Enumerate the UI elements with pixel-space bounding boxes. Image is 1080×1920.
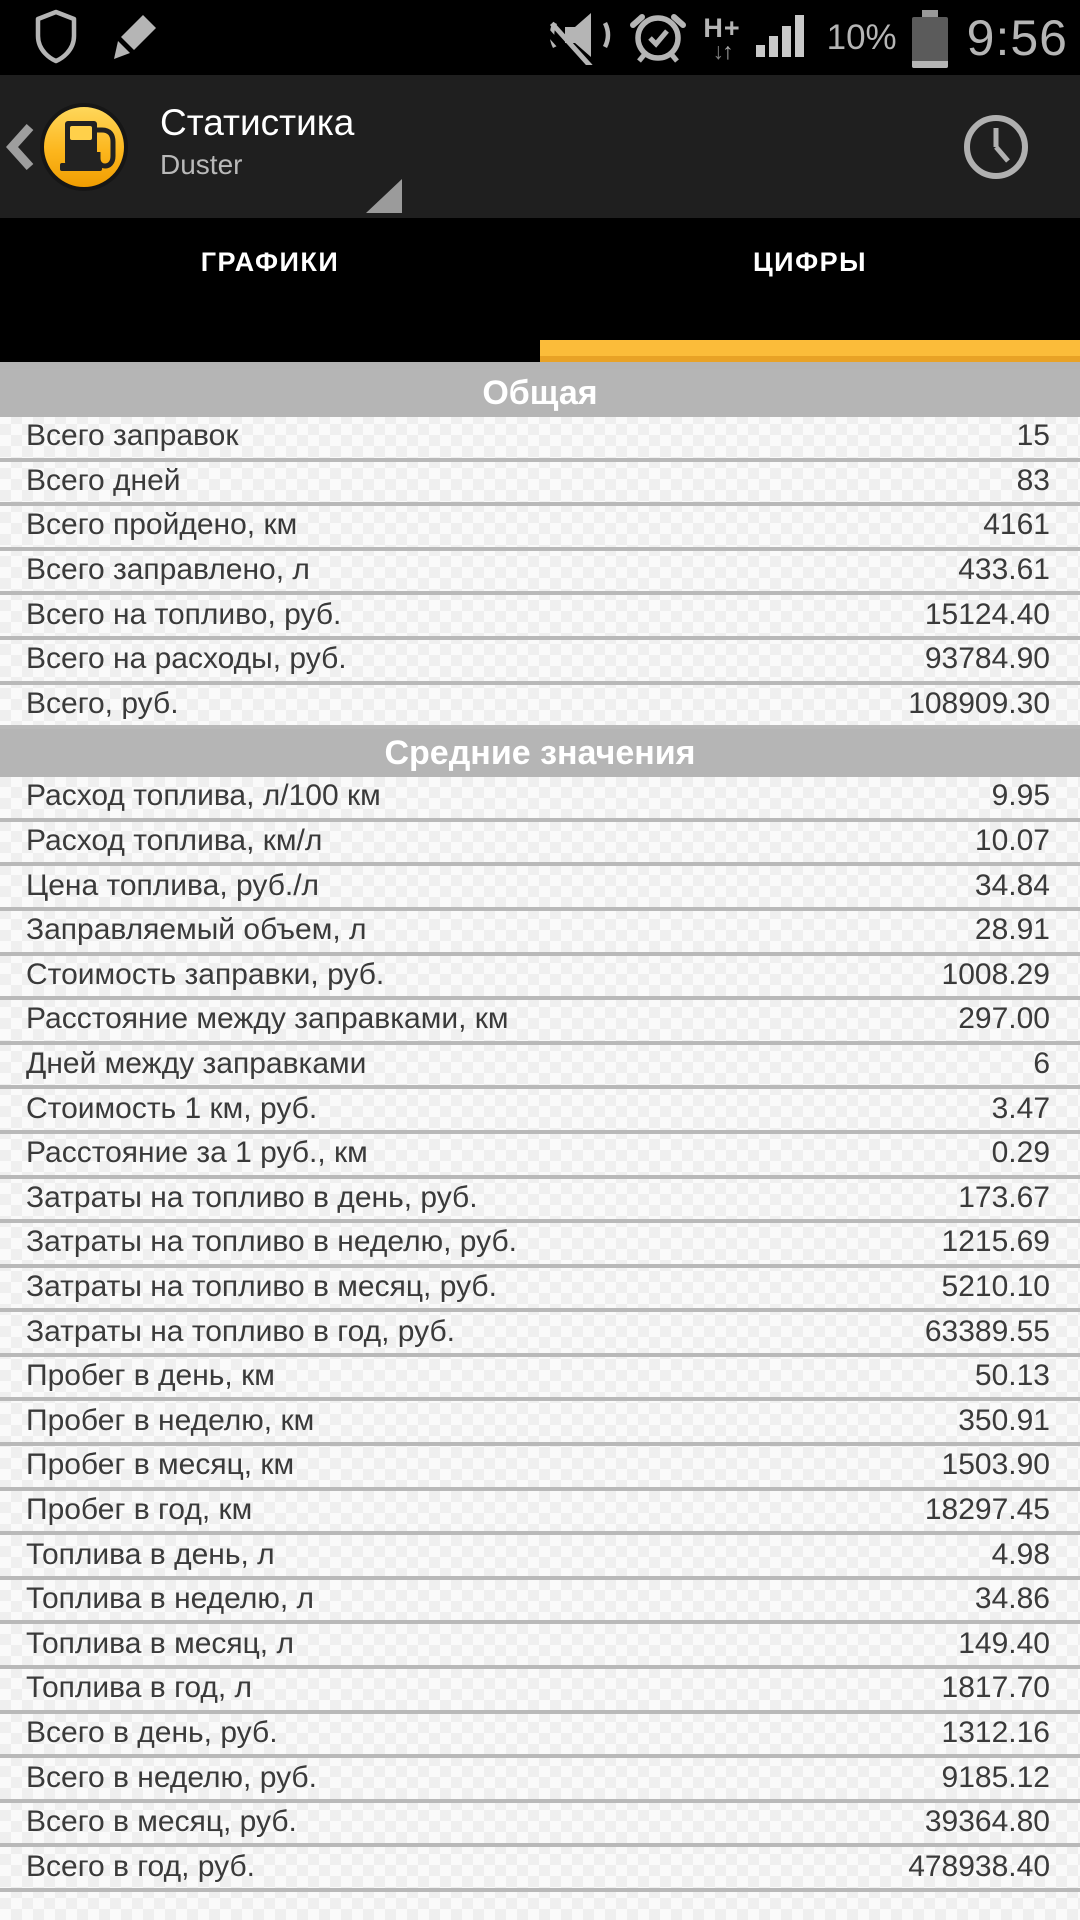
title-vehicle-selector[interactable] <box>160 101 354 182</box>
tab-numbers[interactable]: ЦИФРЫ <box>752 246 868 277</box>
stat-label: Расход топлива, км/л <box>26 824 323 858</box>
stat-value: 149.40 <box>958 1626 1050 1660</box>
stat-value: 297.00 <box>958 1002 1050 1036</box>
stat-row <box>0 417 1080 462</box>
stat-row <box>0 1446 1080 1491</box>
stat-label: Всего в год, руб. <box>26 1849 255 1883</box>
stat-label: Затраты на топливо в неделю, руб. <box>26 1225 517 1259</box>
stat-row <box>0 1624 1080 1669</box>
stat-label: Пробег в день, км <box>26 1359 275 1393</box>
stat-row <box>0 1268 1080 1313</box>
stat-row <box>0 595 1080 640</box>
stat-value: 18297.45 <box>924 1492 1050 1526</box>
network-type-label: H+ <box>703 12 741 43</box>
stat-value: 433.61 <box>958 553 1050 587</box>
stat-row <box>0 640 1080 685</box>
stat-label: Пробег в год, км <box>26 1492 253 1526</box>
stat-row <box>0 1089 1080 1134</box>
stat-row <box>0 1223 1080 1268</box>
section-header: Средние значения <box>0 729 1080 777</box>
stat-value: 9185.12 <box>941 1760 1050 1794</box>
statistics-list[interactable] <box>0 369 1080 1920</box>
stat-row <box>0 1580 1080 1625</box>
stat-value: 1503.90 <box>941 1448 1050 1482</box>
stat-row <box>0 1535 1080 1580</box>
stat-value: 350.91 <box>958 1403 1050 1437</box>
stat-value: 63389.55 <box>924 1314 1050 1348</box>
stat-value: 1312.16 <box>941 1715 1050 1749</box>
stat-row <box>0 506 1080 551</box>
stat-value: 9.95 <box>991 779 1050 813</box>
stat-row <box>0 1401 1080 1446</box>
stat-value: 93784.90 <box>924 642 1050 676</box>
stat-row <box>0 911 1080 956</box>
stat-row <box>0 1357 1080 1402</box>
stat-row <box>0 1000 1080 1045</box>
stat-label: Всего пройдено, км <box>26 508 298 542</box>
stat-row <box>0 1803 1080 1848</box>
stat-label: Затраты на топливо в месяц, руб. <box>26 1269 497 1303</box>
stat-row <box>0 1134 1080 1179</box>
stat-row <box>0 777 1080 822</box>
stat-row <box>0 1669 1080 1714</box>
vehicle-name-label: Duster <box>160 149 243 180</box>
stat-row <box>0 1179 1080 1224</box>
stat-row <box>0 1714 1080 1759</box>
stat-label: Цена топлива, руб./л <box>26 868 320 902</box>
stat-label: Затраты на топливо в год, руб. <box>26 1314 455 1348</box>
history-clock-button[interactable] <box>961 112 1031 182</box>
tab-bar <box>0 218 1080 362</box>
battery-percent-label: 10% <box>826 17 897 57</box>
stat-value: 173.67 <box>958 1180 1050 1214</box>
stat-label: Расстояние между заправками, км <box>26 1002 509 1036</box>
edit-pencil-icon <box>108 7 164 70</box>
stat-value: 10.07 <box>974 824 1050 858</box>
stat-label: Стоимость заправки, руб. <box>26 957 385 991</box>
tab-graphs[interactable]: ГРАФИКИ <box>200 246 340 277</box>
stat-label: Всего дней <box>26 463 181 497</box>
network-type-indicator <box>703 12 741 64</box>
stat-value: 5210.10 <box>941 1269 1050 1303</box>
stat-value: 83 <box>1016 463 1050 497</box>
page-title: Статистика <box>160 102 355 143</box>
stat-label: Всего заправок <box>26 419 239 453</box>
stat-value: 6 <box>1033 1047 1050 1081</box>
stat-row <box>0 685 1080 730</box>
stat-label: Всего, руб. <box>26 686 179 720</box>
stat-label: Расстояние за 1 руб., км <box>26 1136 368 1170</box>
up-arrow-icon: ↑ <box>721 37 732 64</box>
stat-label: Всего на топливо, руб. <box>26 597 342 631</box>
fuel-pump-app-icon[interactable] <box>38 101 130 193</box>
section-header: Общая <box>0 369 1080 417</box>
stat-label: Пробег в неделю, км <box>26 1403 315 1437</box>
stat-value: 39364.80 <box>924 1805 1050 1839</box>
stat-row <box>0 1045 1080 1090</box>
stat-value: 4.98 <box>991 1537 1050 1571</box>
tabs-divider <box>0 362 1080 369</box>
stat-row <box>0 956 1080 1001</box>
down-arrow-icon: ↓ <box>712 37 722 64</box>
stat-value: 28.91 <box>974 913 1050 947</box>
stat-row <box>0 866 1080 911</box>
stat-label: Топлива в год, л <box>26 1671 253 1705</box>
stat-value: 1817.70 <box>941 1671 1050 1705</box>
stat-value: 34.84 <box>974 868 1050 902</box>
stat-value: 50.13 <box>974 1359 1050 1393</box>
stat-label: Всего на расходы, руб. <box>26 642 347 676</box>
vibrate-mute-icon <box>547 5 613 70</box>
stat-row <box>0 1847 1080 1892</box>
stat-row <box>0 1758 1080 1803</box>
stat-label: Всего в неделю, руб. <box>26 1760 317 1794</box>
stat-label: Расход топлива, л/100 км <box>26 779 381 813</box>
stat-label: Пробег в месяц, км <box>26 1448 295 1482</box>
stat-row <box>0 551 1080 596</box>
stat-value: 4161 <box>983 508 1050 542</box>
stat-value: 15124.40 <box>924 597 1050 631</box>
stat-label: Всего в месяц, руб. <box>26 1805 297 1839</box>
stat-row <box>0 462 1080 507</box>
app-header <box>0 75 1080 218</box>
stat-value: 3.47 <box>991 1091 1050 1125</box>
stat-label: Стоимость 1 км, руб. <box>26 1091 318 1125</box>
stat-row <box>0 822 1080 867</box>
spinner-caret-icon <box>366 179 402 213</box>
stat-label: Затраты на топливо в день, руб. <box>26 1180 478 1214</box>
stat-label: Топлива в месяц, л <box>26 1626 294 1660</box>
back-chevron-icon[interactable] <box>6 123 36 176</box>
stat-label: Всего заправлено, л <box>26 553 310 587</box>
signal-strength-icon <box>756 11 812 64</box>
stat-label: Топлива в день, л <box>26 1537 275 1571</box>
stat-value: 478938.40 <box>908 1849 1050 1883</box>
stat-value: 1215.69 <box>941 1225 1050 1259</box>
stat-value: 108909.30 <box>908 686 1050 720</box>
alarm-icon <box>628 4 688 71</box>
stat-label: Заправляемый объем, л <box>26 913 367 947</box>
status-bar <box>0 0 1080 75</box>
shield-icon <box>30 8 82 69</box>
battery-icon <box>912 10 948 68</box>
stat-value: 0.29 <box>991 1136 1050 1170</box>
stat-value: 1008.29 <box>941 957 1050 991</box>
stat-label: Дней между заправками <box>26 1047 367 1081</box>
stat-row <box>0 1312 1080 1357</box>
active-tab-indicator <box>540 340 1080 362</box>
stat-row <box>0 1491 1080 1536</box>
stat-label: Топлива в неделю, л <box>26 1582 315 1616</box>
stat-value: 15 <box>1016 419 1050 453</box>
stat-label: Всего в день, руб. <box>26 1715 278 1749</box>
clock-time-label: 9:56 <box>966 9 1068 66</box>
stat-value: 34.86 <box>974 1582 1050 1616</box>
